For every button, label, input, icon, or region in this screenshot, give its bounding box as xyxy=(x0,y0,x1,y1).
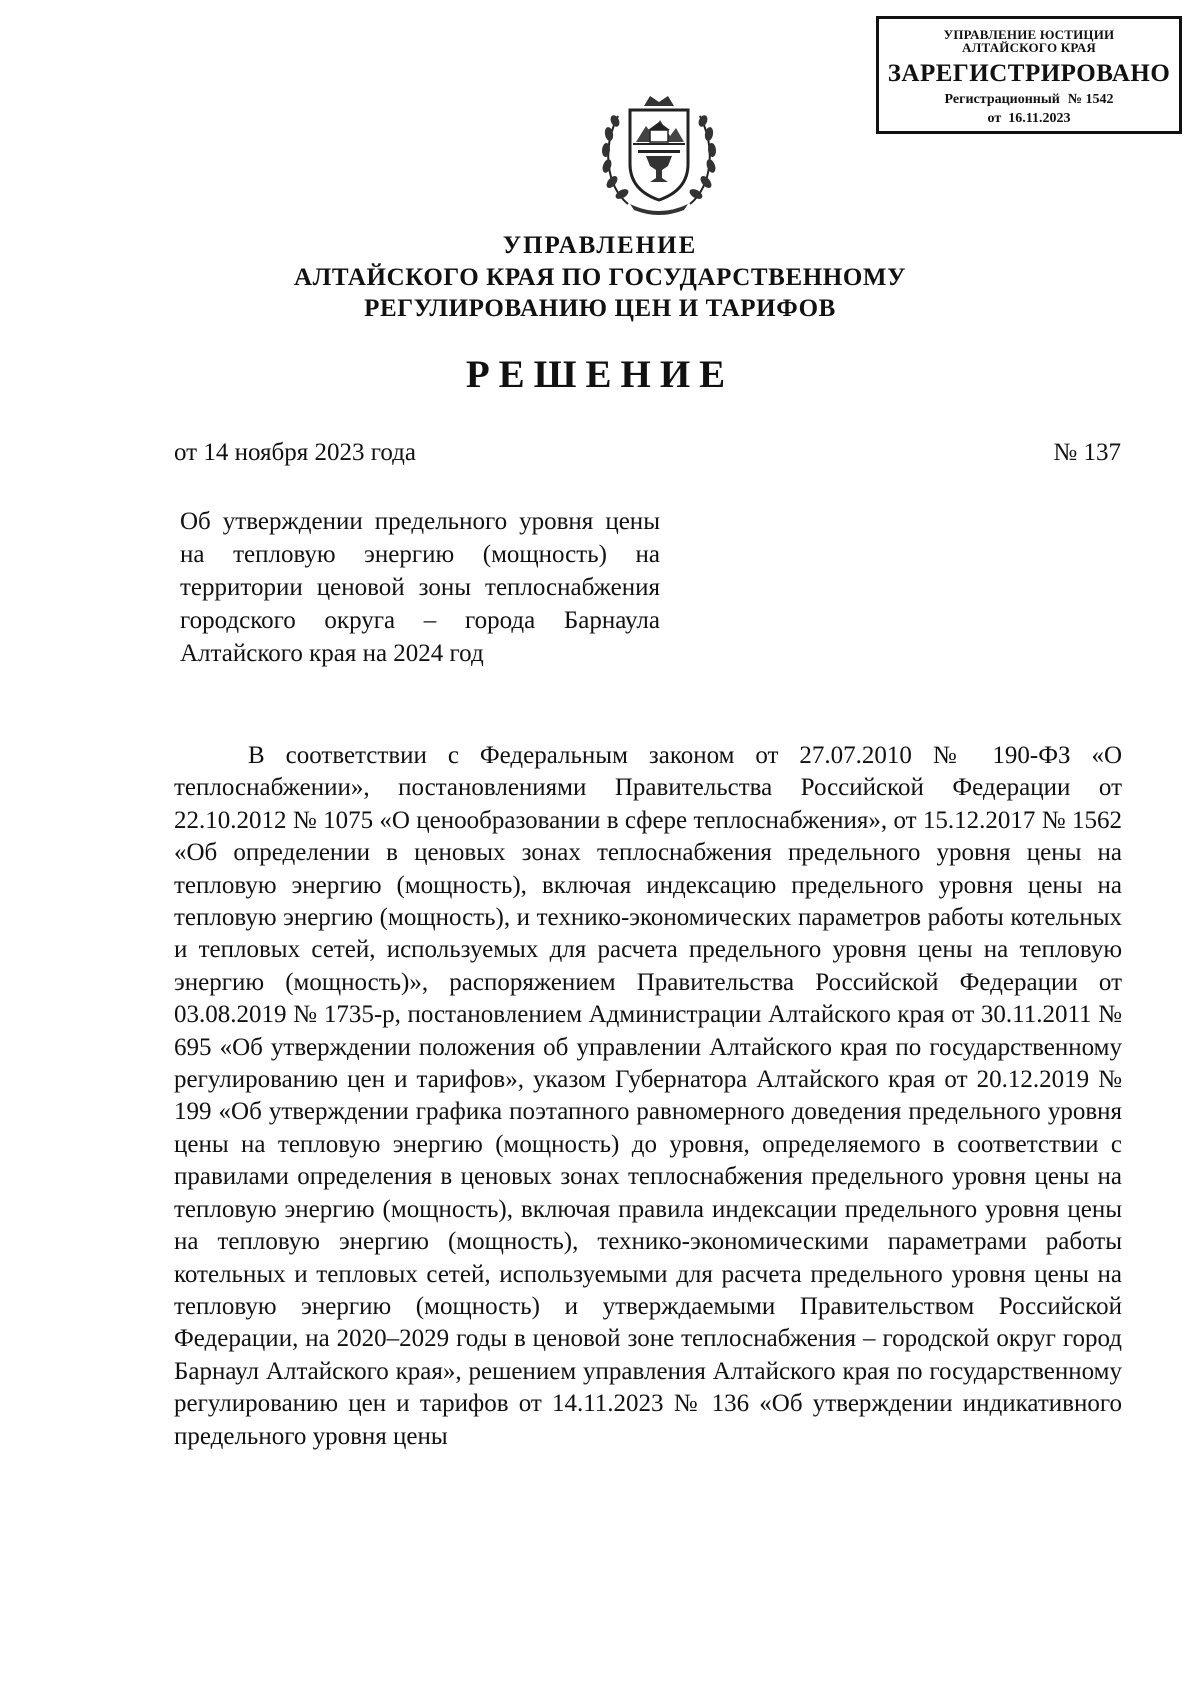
stamp-org-line-2: АЛТАЙСКОГО КРАЯ xyxy=(962,40,1096,55)
issuer-title-line-1: УПРАВЛЕНИЕ xyxy=(502,232,698,259)
document-subject: Об утверждении предельного уровня цены на тепловую энергию (мощность) на территории ценовой зоны теплоснабжения городского округа – города Барнаула Алтайского края на 2024 год xyxy=(180,508,660,667)
stamp-date-label: от xyxy=(987,111,1002,126)
stamp-reg-label: Регистрационный xyxy=(944,92,1060,107)
document-number: № 137 xyxy=(1053,439,1121,466)
stamp-registration-number-line xyxy=(879,91,1179,108)
stamp-date-line xyxy=(879,110,1179,127)
stamp-org-line-1: УПРАВЛЕНИЕ ЮСТИЦИИ xyxy=(943,27,1115,42)
document-date: от 14 ноября 2023 года xyxy=(174,439,416,466)
stamp-status: ЗАРЕГИСТРИРОВАНО xyxy=(887,60,1171,87)
registration-stamp xyxy=(876,16,1182,134)
altai-krai-coat-of-arms-icon xyxy=(600,86,718,218)
stamp-date-value: 16.11.2023 xyxy=(1008,111,1071,126)
stamp-reg-number: № 1542 xyxy=(1067,92,1114,107)
document-type-heading: РЕШЕНИЕ xyxy=(465,353,735,396)
issuer-title-line-3: РЕГУЛИРОВАНИЮ ЦЕН И ТАРИФОВ xyxy=(364,295,836,322)
issuer-title-line-2: АЛТАЙСКОГО КРАЯ ПО ГОСУДАРСТВЕННОМУ xyxy=(293,264,907,291)
document-body-paragraph: В соответствии с Федеральным законом от 27.07.2010 № 190-ФЗ «О теплоснабжении», постановлениями Правительства Российской Федерации от 22.10.2012 № 1075 «О ценообразовании в сфере теплоснабжения», от 15.12.2017 № 1562 «Об определении в ценовых зонах теплоснабжения предельного уровня цены на тепловую энергию (мощность), включая индексацию предельного уровня цены на тепловую энергию (мощность), и технико-экономических параметров работы котельных и тепловых сетей, используемых для расчета предельного уровня цены на тепловую энергию (мощность)», распоряжением Правительства Российской Федерации от 03.08.2019 № 1735-р, постановлением Администрации Алтайского края от 30.11.2011 № 695 «Об утверждении положения об управлении Алтайского края по государственному регулированию цен и тарифов», указом Губернатора Алтайского края от 20.12.2019 № 199 «Об утверждении графика поэтапного равномерного доведения предельного уровня цены на тепловую энергию (мощность) до уровня, определяемого в соответствии с правилами определения в ценовых зонах теплоснабжения предельного уровня цены на тепловую энергию (мощность), включая правила индексации предельного уровня цены на тепловую энергию (мощность), технико-экономическими параметрами работы котельных и тепловых сетей, используемыми для расчета предельного уровня цены на тепловую энергию (мощность) и утверждаемыми Правительством Российской Федерации, на 2020–2029 годы в ценовой зоне теплоснабжения – городской округ город Барнаул Алтайского края», решением управления Алтайского края по государственному регулированию цен и тарифов от 14.11.2023 № 136 «Об утверждении индикативного предельного уровня цены xyxy=(174,742,1122,1450)
